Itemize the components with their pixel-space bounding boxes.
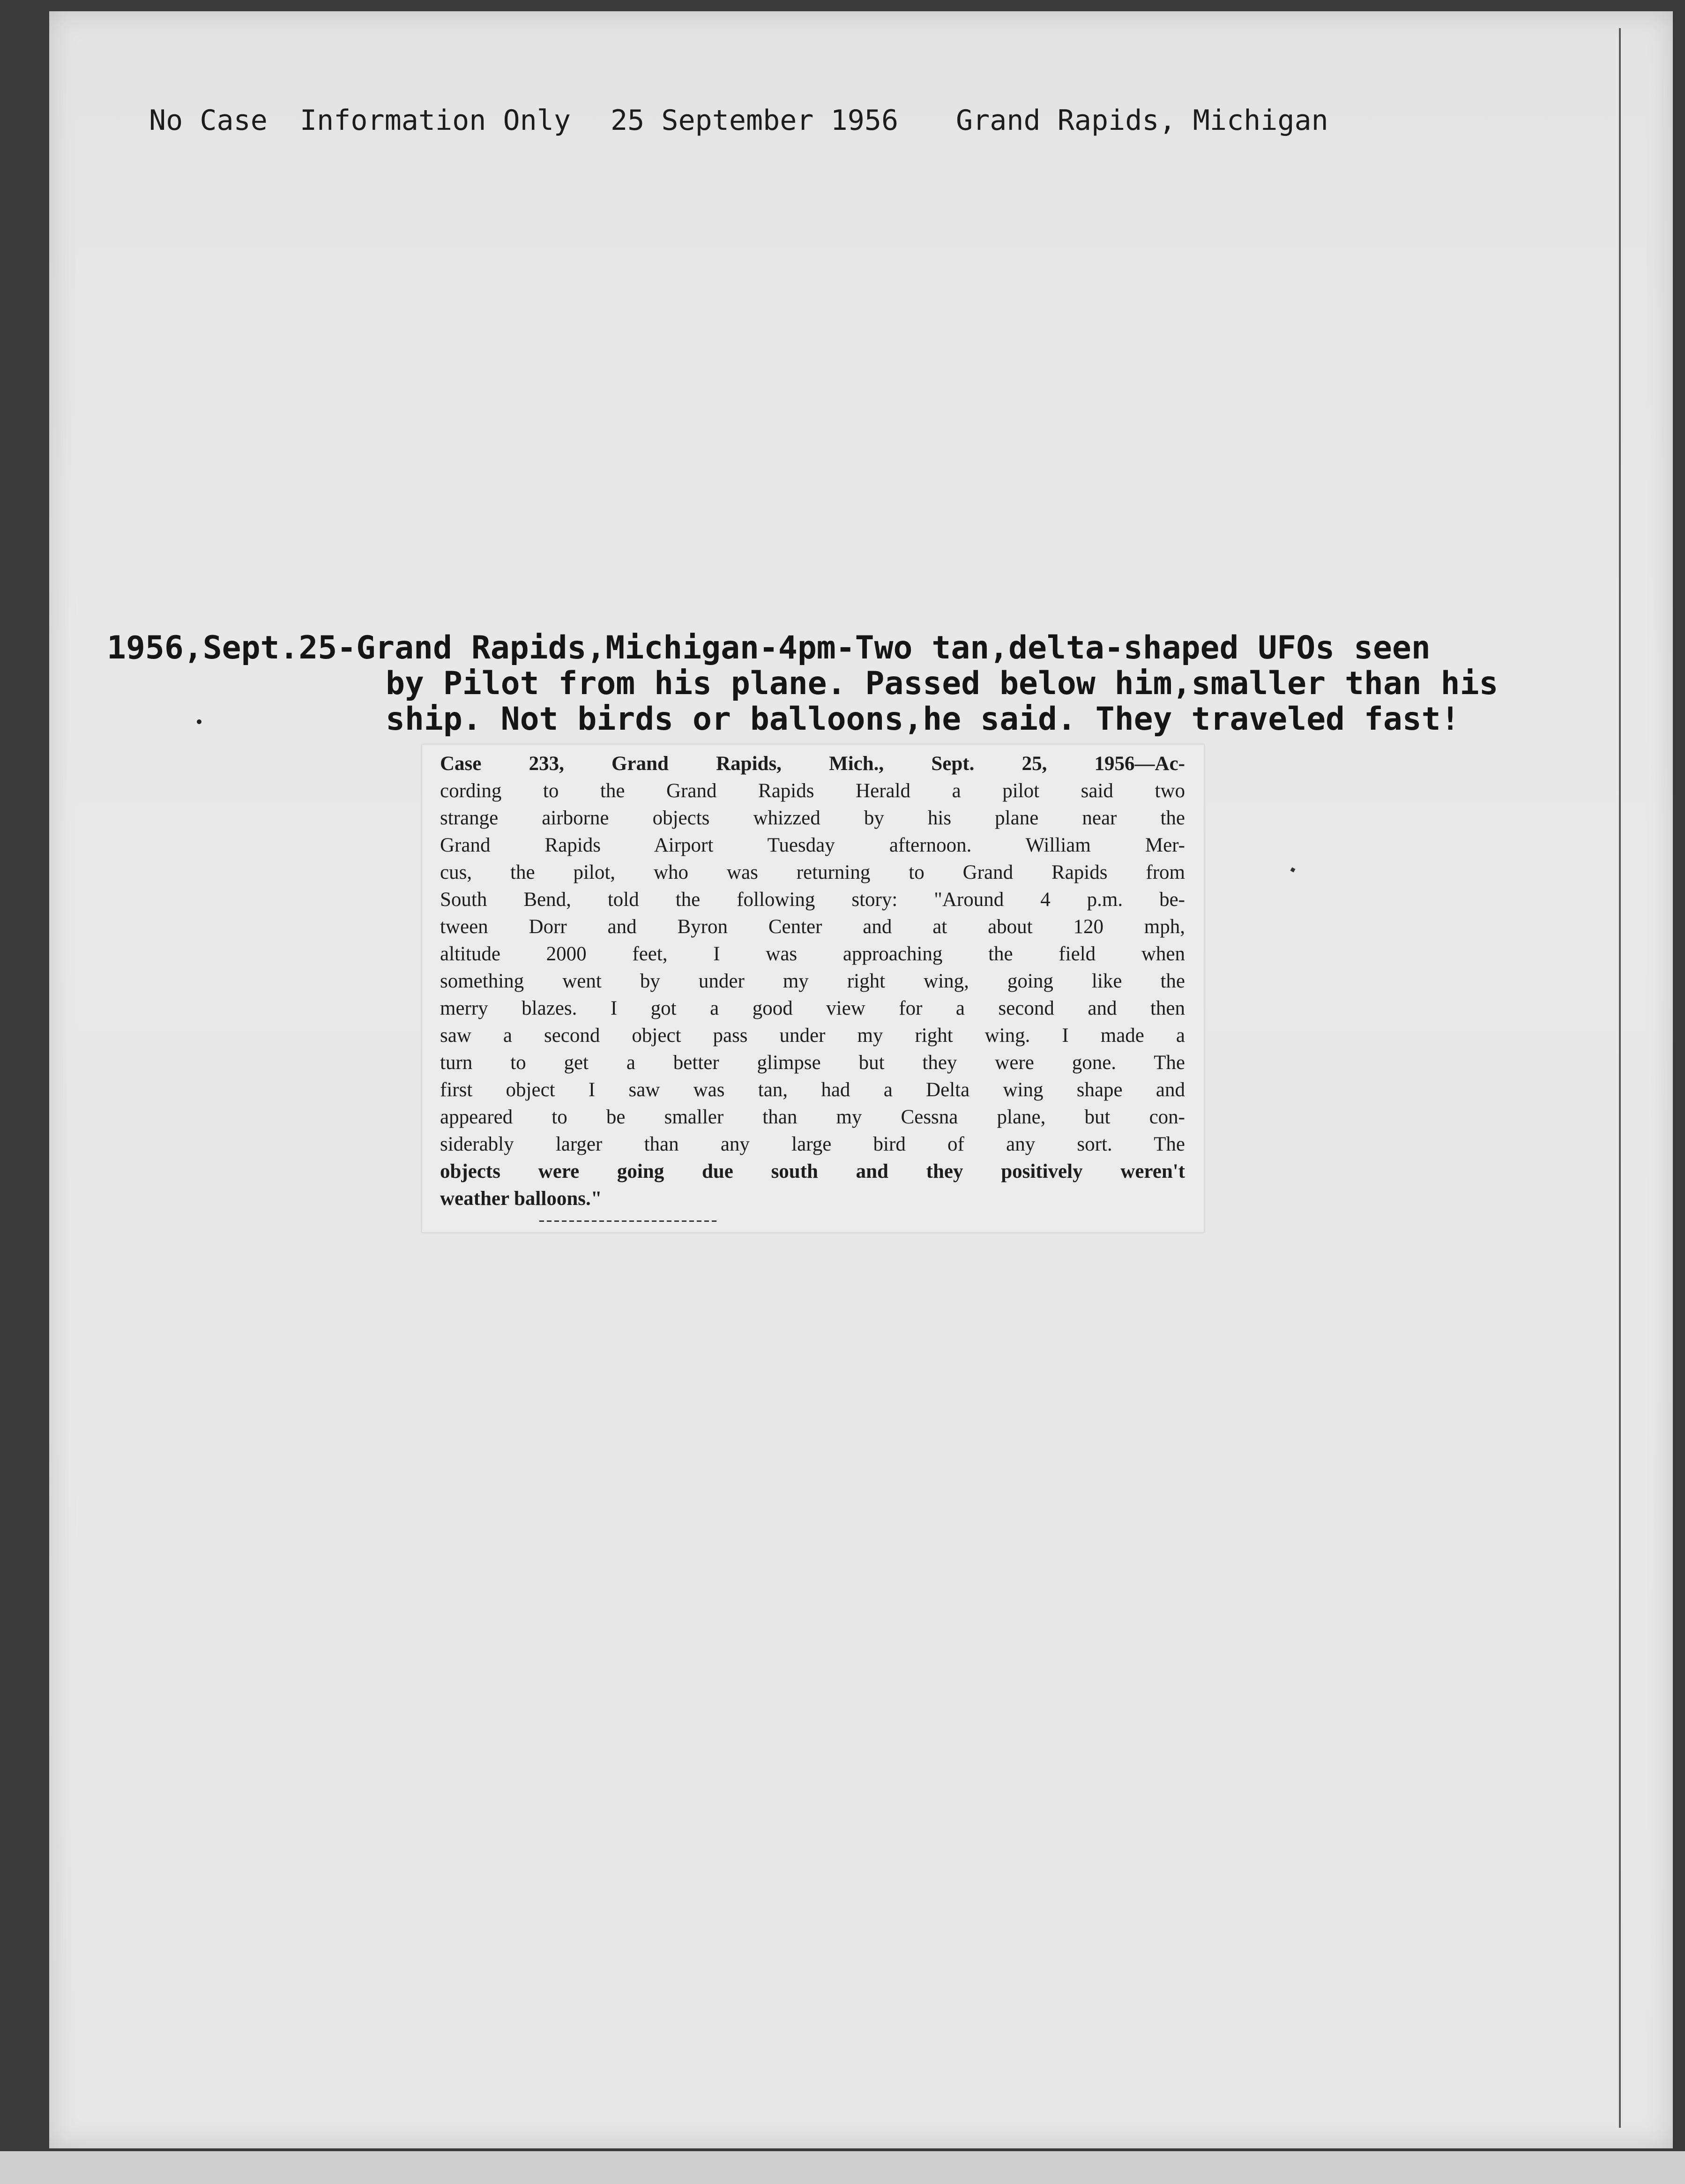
right-margin-line xyxy=(1619,28,1621,2128)
report-date: 25 September 1956 xyxy=(611,104,899,137)
stray-dot xyxy=(197,719,201,724)
clipping-end-rule xyxy=(539,1220,717,1222)
report-location: Grand Rapids, Michigan xyxy=(956,104,1328,137)
clipping-line: strange airborne objects whizzed by his plane near the xyxy=(440,807,1185,829)
clipping-line: South Bend, told the following story: "Around 4 p.m. be- xyxy=(440,889,1185,911)
header-line xyxy=(149,104,1367,142)
clipping-line: Grand Rapids Airport Tuesday afternoon. William Mer- xyxy=(440,834,1185,856)
clipping-line: weather balloons." xyxy=(440,1188,602,1210)
scan-bottom-strip xyxy=(0,2151,1685,2184)
summary-line: ship. Not birds or balloons,he said. They traveled fast! xyxy=(386,701,1460,738)
clipping-line: saw a second object pass under my right wing. I made a xyxy=(440,1025,1185,1047)
clipping-line: altitude 2000 feet, I was approaching the field when xyxy=(440,943,1185,965)
clipping-line: tween Dorr and Byron Center and at about 120 mph, xyxy=(440,916,1185,938)
newspaper-clipping xyxy=(422,744,1204,1233)
clipping-text xyxy=(440,750,1185,1212)
clipping-line: Case 233, Grand Rapids, Mich., Sept. 25, 1956—Ac- xyxy=(440,753,1185,775)
info-type: Information Only xyxy=(300,104,571,137)
clipping-line: objects were going due south and they positively weren't xyxy=(440,1160,1185,1182)
typed-summary xyxy=(107,630,1555,737)
clipping-line: first object I saw was tan, had a Delta wing shape and xyxy=(440,1079,1185,1101)
clipping-line: appeared to be smaller than my Cessna plane, but con- xyxy=(440,1106,1185,1128)
summary-line: 1956,Sept.25-Grand Rapids,Michigan-4pm-Two tan,delta-shaped UFOs seen xyxy=(107,629,1431,666)
clipping-line: cus, the pilot, who was returning to Grand Rapids from xyxy=(440,861,1185,883)
clipping-line: siderably larger than any large bird of any sort. The xyxy=(440,1133,1185,1155)
clipping-line: something went by under my right wing, going like the xyxy=(440,970,1185,992)
clipping-line: turn to get a better glimpse but they were gone. The xyxy=(440,1052,1185,1074)
clipping-line: merry blazes. I got a good view for a second and then xyxy=(440,997,1185,1019)
summary-line: by Pilot from his plane. Passed below him,smaller than his xyxy=(386,665,1499,702)
clipping-line: cording to the Grand Rapids Herald a pilot said two xyxy=(440,780,1185,802)
case-status: No Case xyxy=(149,104,268,137)
